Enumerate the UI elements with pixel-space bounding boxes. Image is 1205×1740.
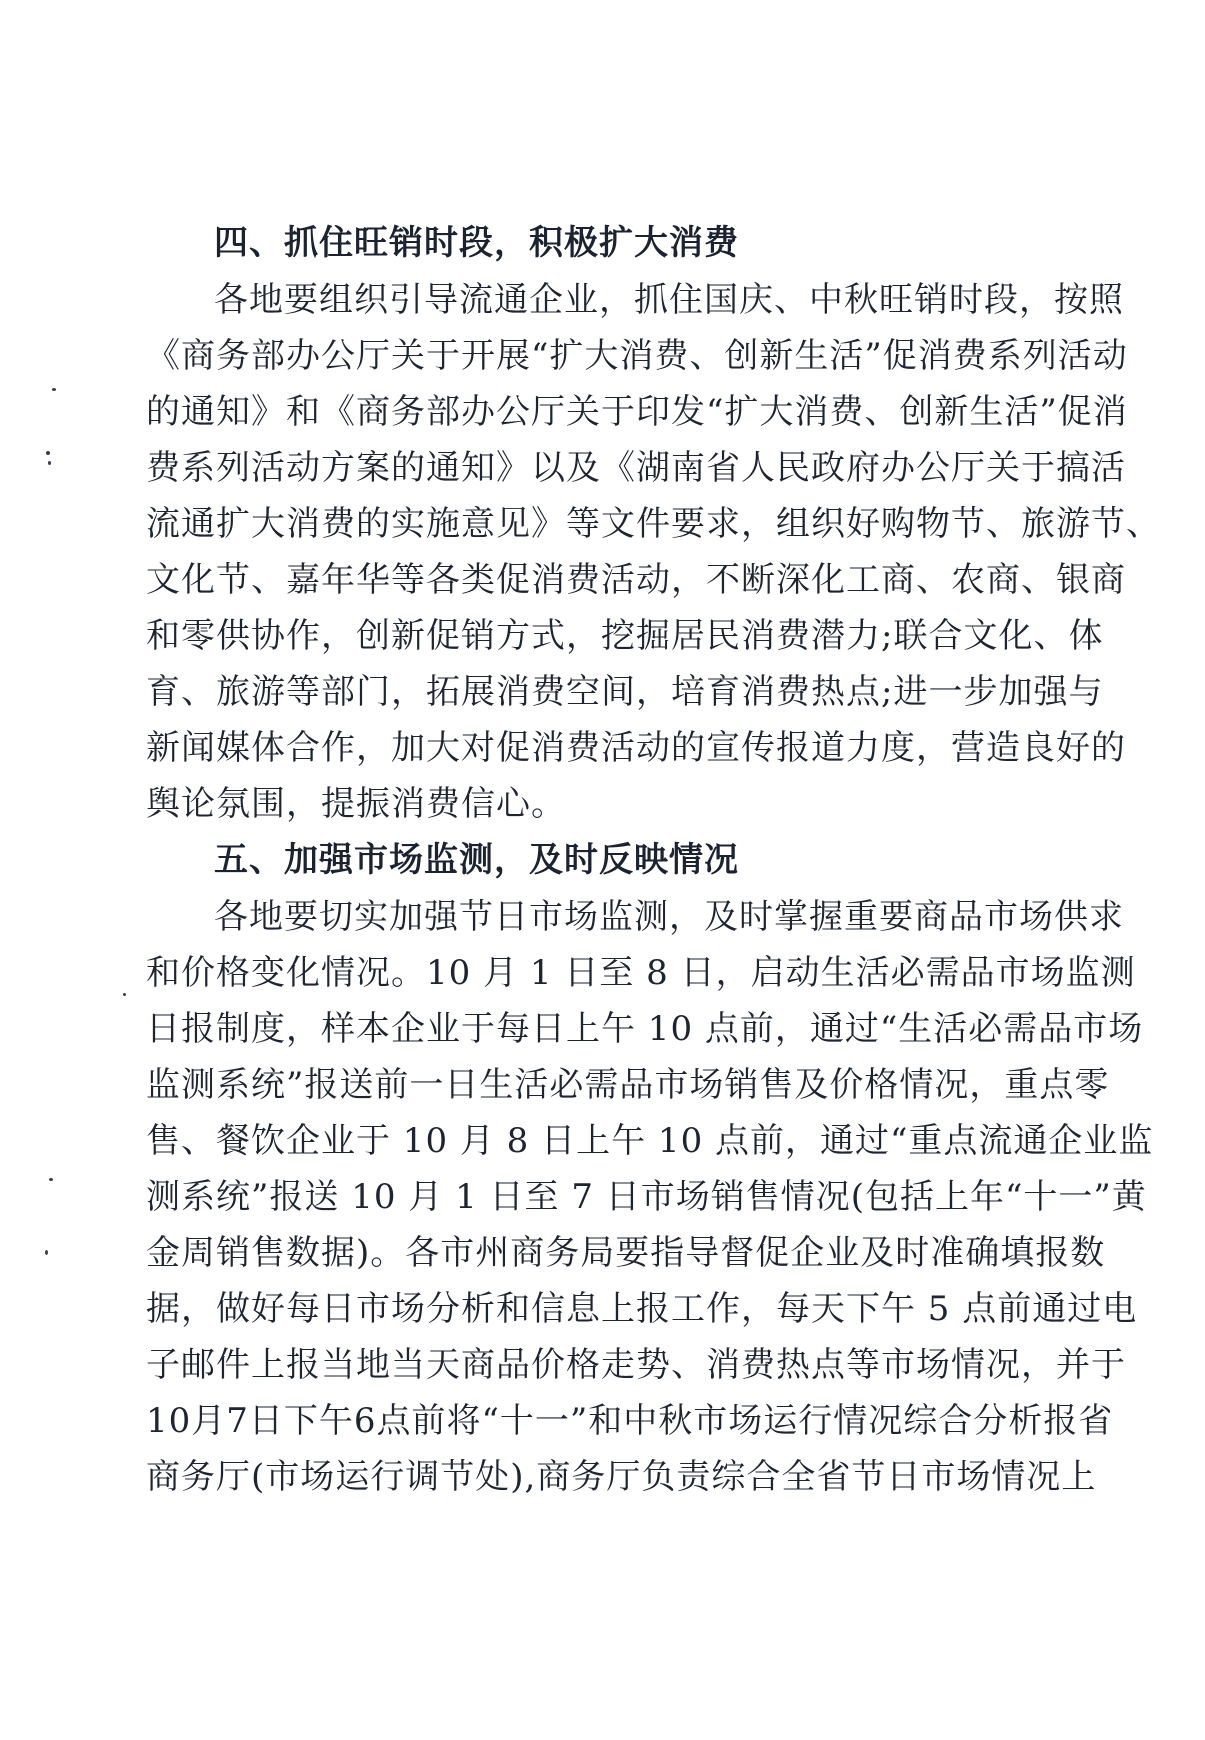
paragraph-line: 费系列活动方案的通知》以及《湖南省人民政府办公厅关于搞活 [146,448,1126,488]
paragraph-line: 据，做好每日市场分析和信息上报工作，每天下午 5 点前通过电 [146,1289,1138,1329]
paragraph-line: 日报制度，样本企业于每日上午 10 点前，通过“生活必需品市场 [146,1009,1144,1049]
paragraph-line: 商务厅(市场运行调节处),商务厅负责综合全省节日市场情况上 [146,1457,1097,1497]
paragraph-line: 《商务部办公厅关于开展“扩大消费、创新生活”促消费系列活动 [146,336,1128,376]
paragraph-line: 舆论氛围，提振消费信心。 [146,784,566,824]
scan-speck [49,1178,53,1181]
scan-speck [48,461,51,465]
paragraph-line: 和零供协作，创新促销方式，挖掘居民消费潜力;联合文化、体 [146,616,1104,656]
paragraph-line: 测系统”报送 10 月 1 日至 7 日市场销售情况(包括上年“十一”黄 [146,1177,1147,1217]
section-heading-4: 四、抓住旺销时段，积极扩大消费 [214,223,739,263]
paragraph-line: 文化节、嘉年华等各类促消费活动，不断深化工商、农商、银商 [146,560,1126,600]
paragraph-line: 监测系统”报送前一日生活必需品市场销售及价格情况，重点零 [146,1065,1110,1105]
paragraph-line: 金周销售数据)。各市州商务局要指导督促企业及时准确填报数 [146,1233,1106,1273]
paragraph-line: 各地要组织引导流通企业，抓住国庆、中秋旺销时段，按照 [214,280,1124,320]
section-heading-5: 五、加强市场监测，及时反映情况 [214,840,739,880]
scan-speck [45,1250,48,1255]
paragraph-line: 10月7日下午6点前将“十一”和中秋市场运行情况综合分析报省 [146,1401,1114,1441]
scan-speck [123,993,126,996]
paragraph-line: 子邮件上报当地当天商品价格走势、消费热点等市场情况，并于 [146,1345,1126,1385]
paragraph-line: 和价格变化情况。10 月 1 日至 8 日，启动生活必需品市场监测 [146,953,1136,993]
paragraph-line: 流通扩大消费的实施意见》等文件要求，组织好购物节、旅游节、 [146,504,1161,544]
paragraph-line: 新闻媒体合作，加大对促消费活动的宣传报道力度，营造良好的 [146,728,1126,768]
paragraph-line: 售、餐饮企业于 10 月 8 日上午 10 点前，通过“重点流通企业监 [146,1121,1154,1161]
scan-speck [46,451,50,455]
paragraph-line: 各地要切实加强节日市场监测，及时掌握重要商品市场供求 [214,897,1124,937]
scan-speck [52,388,56,391]
paragraph-line: 的通知》和《商务部办公厅关于印发“扩大消费、创新生活”促消 [146,392,1128,432]
paragraph-line: 育、旅游等部门，拓展消费空间，培育消费热点;进一步加强与 [146,672,1104,712]
